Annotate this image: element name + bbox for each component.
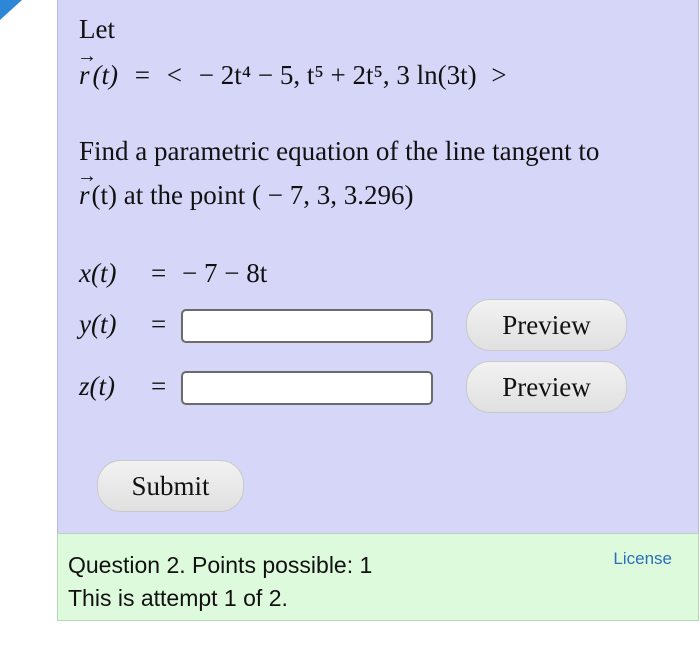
z-label: z(t) xyxy=(79,371,115,401)
vector-r-inline: → r xyxy=(77,165,97,210)
corner-flag-icon xyxy=(0,0,22,20)
y-label: y(t) xyxy=(79,309,117,339)
submit-button[interactable]: Submit xyxy=(97,460,244,512)
z-preview-button[interactable]: Preview xyxy=(466,361,627,413)
y-answer-input[interactable] xyxy=(181,309,433,343)
prompt-line-1: Find a parametric equation of the line tangent to xyxy=(79,136,600,166)
attempt-text: This is attempt 1 of 2. xyxy=(68,585,288,611)
x-equals: = xyxy=(151,258,167,288)
z-answer-input[interactable] xyxy=(181,371,433,405)
intro-text: Let xyxy=(79,14,115,44)
vector-arrow-icon: → xyxy=(77,165,97,187)
x-label: x(t) xyxy=(79,258,117,288)
y-preview-button[interactable]: Preview xyxy=(466,299,627,351)
vector-arrow-icon: → xyxy=(77,45,97,67)
vector-r: → r xyxy=(77,45,97,90)
prompt-line-2: → r(t) at the point ( − 7, 3, 3.296) xyxy=(77,165,414,210)
vector-function-definition: → r (t) = < − 2t⁴ − 5, t⁵ + 2t⁵, 3 ln(3t) > xyxy=(77,45,507,90)
license-link[interactable]: License xyxy=(613,549,672,568)
z-equals: = xyxy=(151,371,167,401)
x-value: − 7 − 8t xyxy=(182,258,268,288)
y-equals: = xyxy=(151,309,167,339)
question-panel xyxy=(57,0,699,533)
points-possible-text: Question 2. Points possible: 1 xyxy=(68,552,373,578)
status-panel xyxy=(57,533,699,621)
